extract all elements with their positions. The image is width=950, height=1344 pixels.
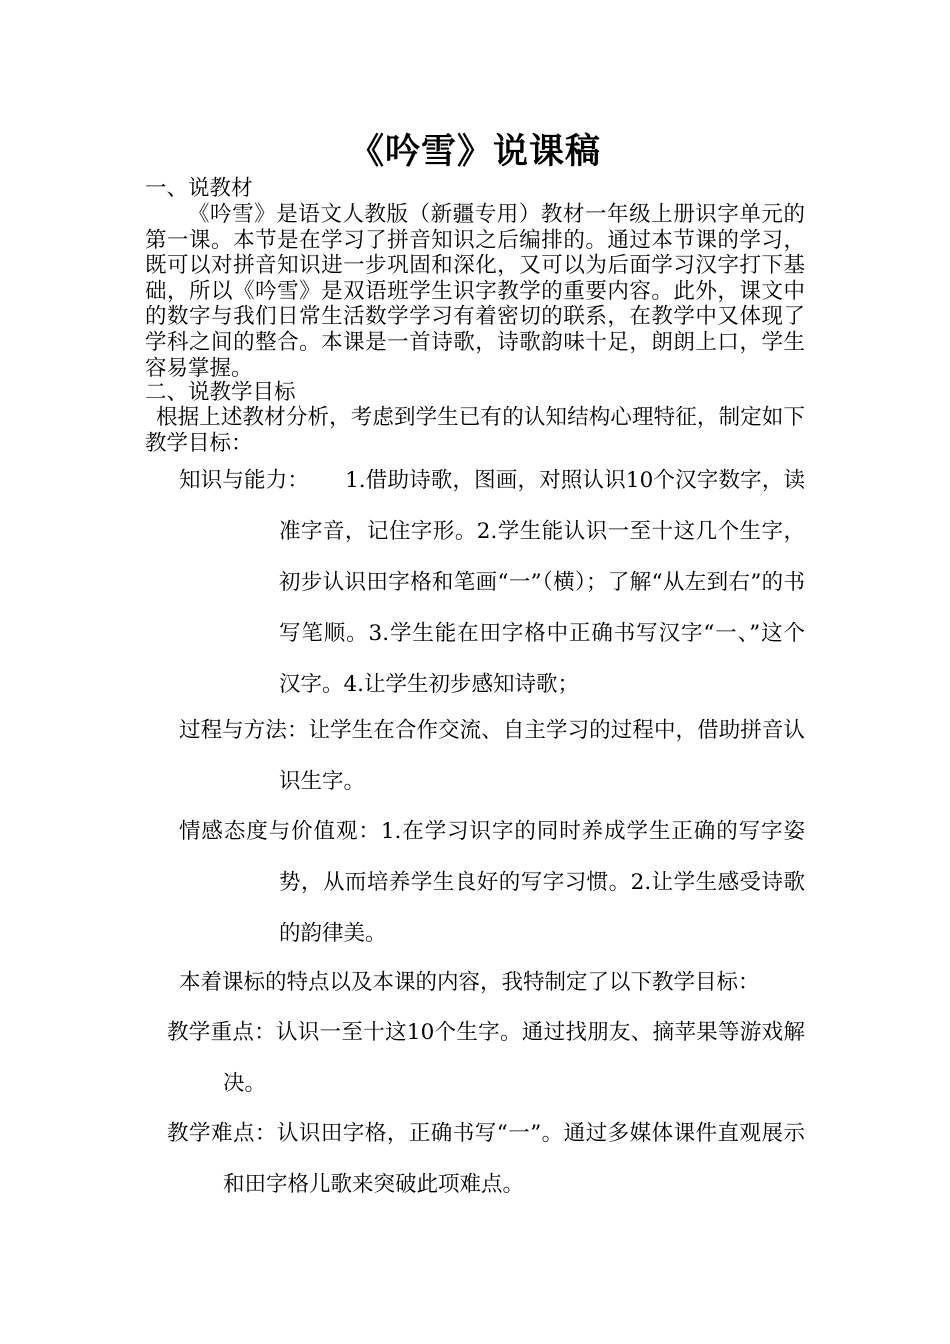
difficulty-text: 认识田字格，正确书写“一”。通过多媒体课件直观展示和田字格儿歌来突破此项难点。 bbox=[223, 1121, 805, 1197]
goal-emotion-values bbox=[179, 806, 805, 959]
objectives-summary: 本着课标的特点以及本课的内容，我特制定了以下教学目标： bbox=[179, 970, 760, 995]
section-heading-objectives: 二、说教学目标 bbox=[145, 380, 296, 405]
goal-process-text: 让学生在合作交流、自主学习的过程中，借助拼音认识生字。 bbox=[279, 718, 805, 794]
goal-knowledge-text: 1.借助诗歌，图画，对照认识10个汉字数字，读准字音，记住字形。2.学生能认识一至十这几个生字，初步认识田字格和笔画“一”（横）；了解“从左到右”的书写笔顺。3.学生能在田字格中正确书写汉字“一、”这个汉字。4.让学生初步感知诗歌； bbox=[279, 468, 805, 697]
goal-emotion-label: 情感态度与价值观： bbox=[179, 819, 381, 844]
goal-emotion-text: 1.在学习识字的同时养成学生正确的写字姿势，从而培养学生良好的写字习惯。2.让学生感受诗歌的韵律美。 bbox=[279, 819, 805, 946]
difficulty-label: 教学难点： bbox=[167, 1121, 277, 1146]
goal-knowledge-ability bbox=[179, 455, 805, 710]
materials-paragraph: 《吟雪》是语文人教版（新疆专用）教材一年级上册识字单元的第一课。本节是在学习了拼音知识之后编排的。通过本节课的学习，既可以对拼音知识进一步巩固和深化，又可以为后面学习汉字打下基础，所以《吟雪》是双语班学生识字教学的重要内容。此外，课文中的数字与我们日常生活数学学习有着密切的联系，在教学中又体现了学科之间的整合。本课是一首诗歌，诗歌韵味十足，朗朗上口，学生容易掌握。 bbox=[145, 202, 805, 381]
key-point-label: 教学重点： bbox=[167, 1020, 277, 1045]
goal-process-label: 过程与方法： bbox=[179, 718, 309, 743]
teaching-difficulty bbox=[167, 1108, 805, 1210]
objectives-intro: 根据上述教材分析，考虑到学生已有的认知结构心理特征，制定如下教学目标： bbox=[145, 405, 805, 456]
teaching-key-point bbox=[167, 1007, 805, 1109]
goal-process-method bbox=[179, 705, 805, 807]
key-point-text: 认识一至十这10个生字。通过找朋友、摘苹果等游戏解决。 bbox=[223, 1020, 805, 1096]
goal-knowledge-label: 知识与能力： bbox=[179, 468, 310, 493]
section-heading-materials: 一、说教材 bbox=[145, 176, 253, 201]
document-title: 《吟雪》说课稿 bbox=[348, 132, 601, 172]
